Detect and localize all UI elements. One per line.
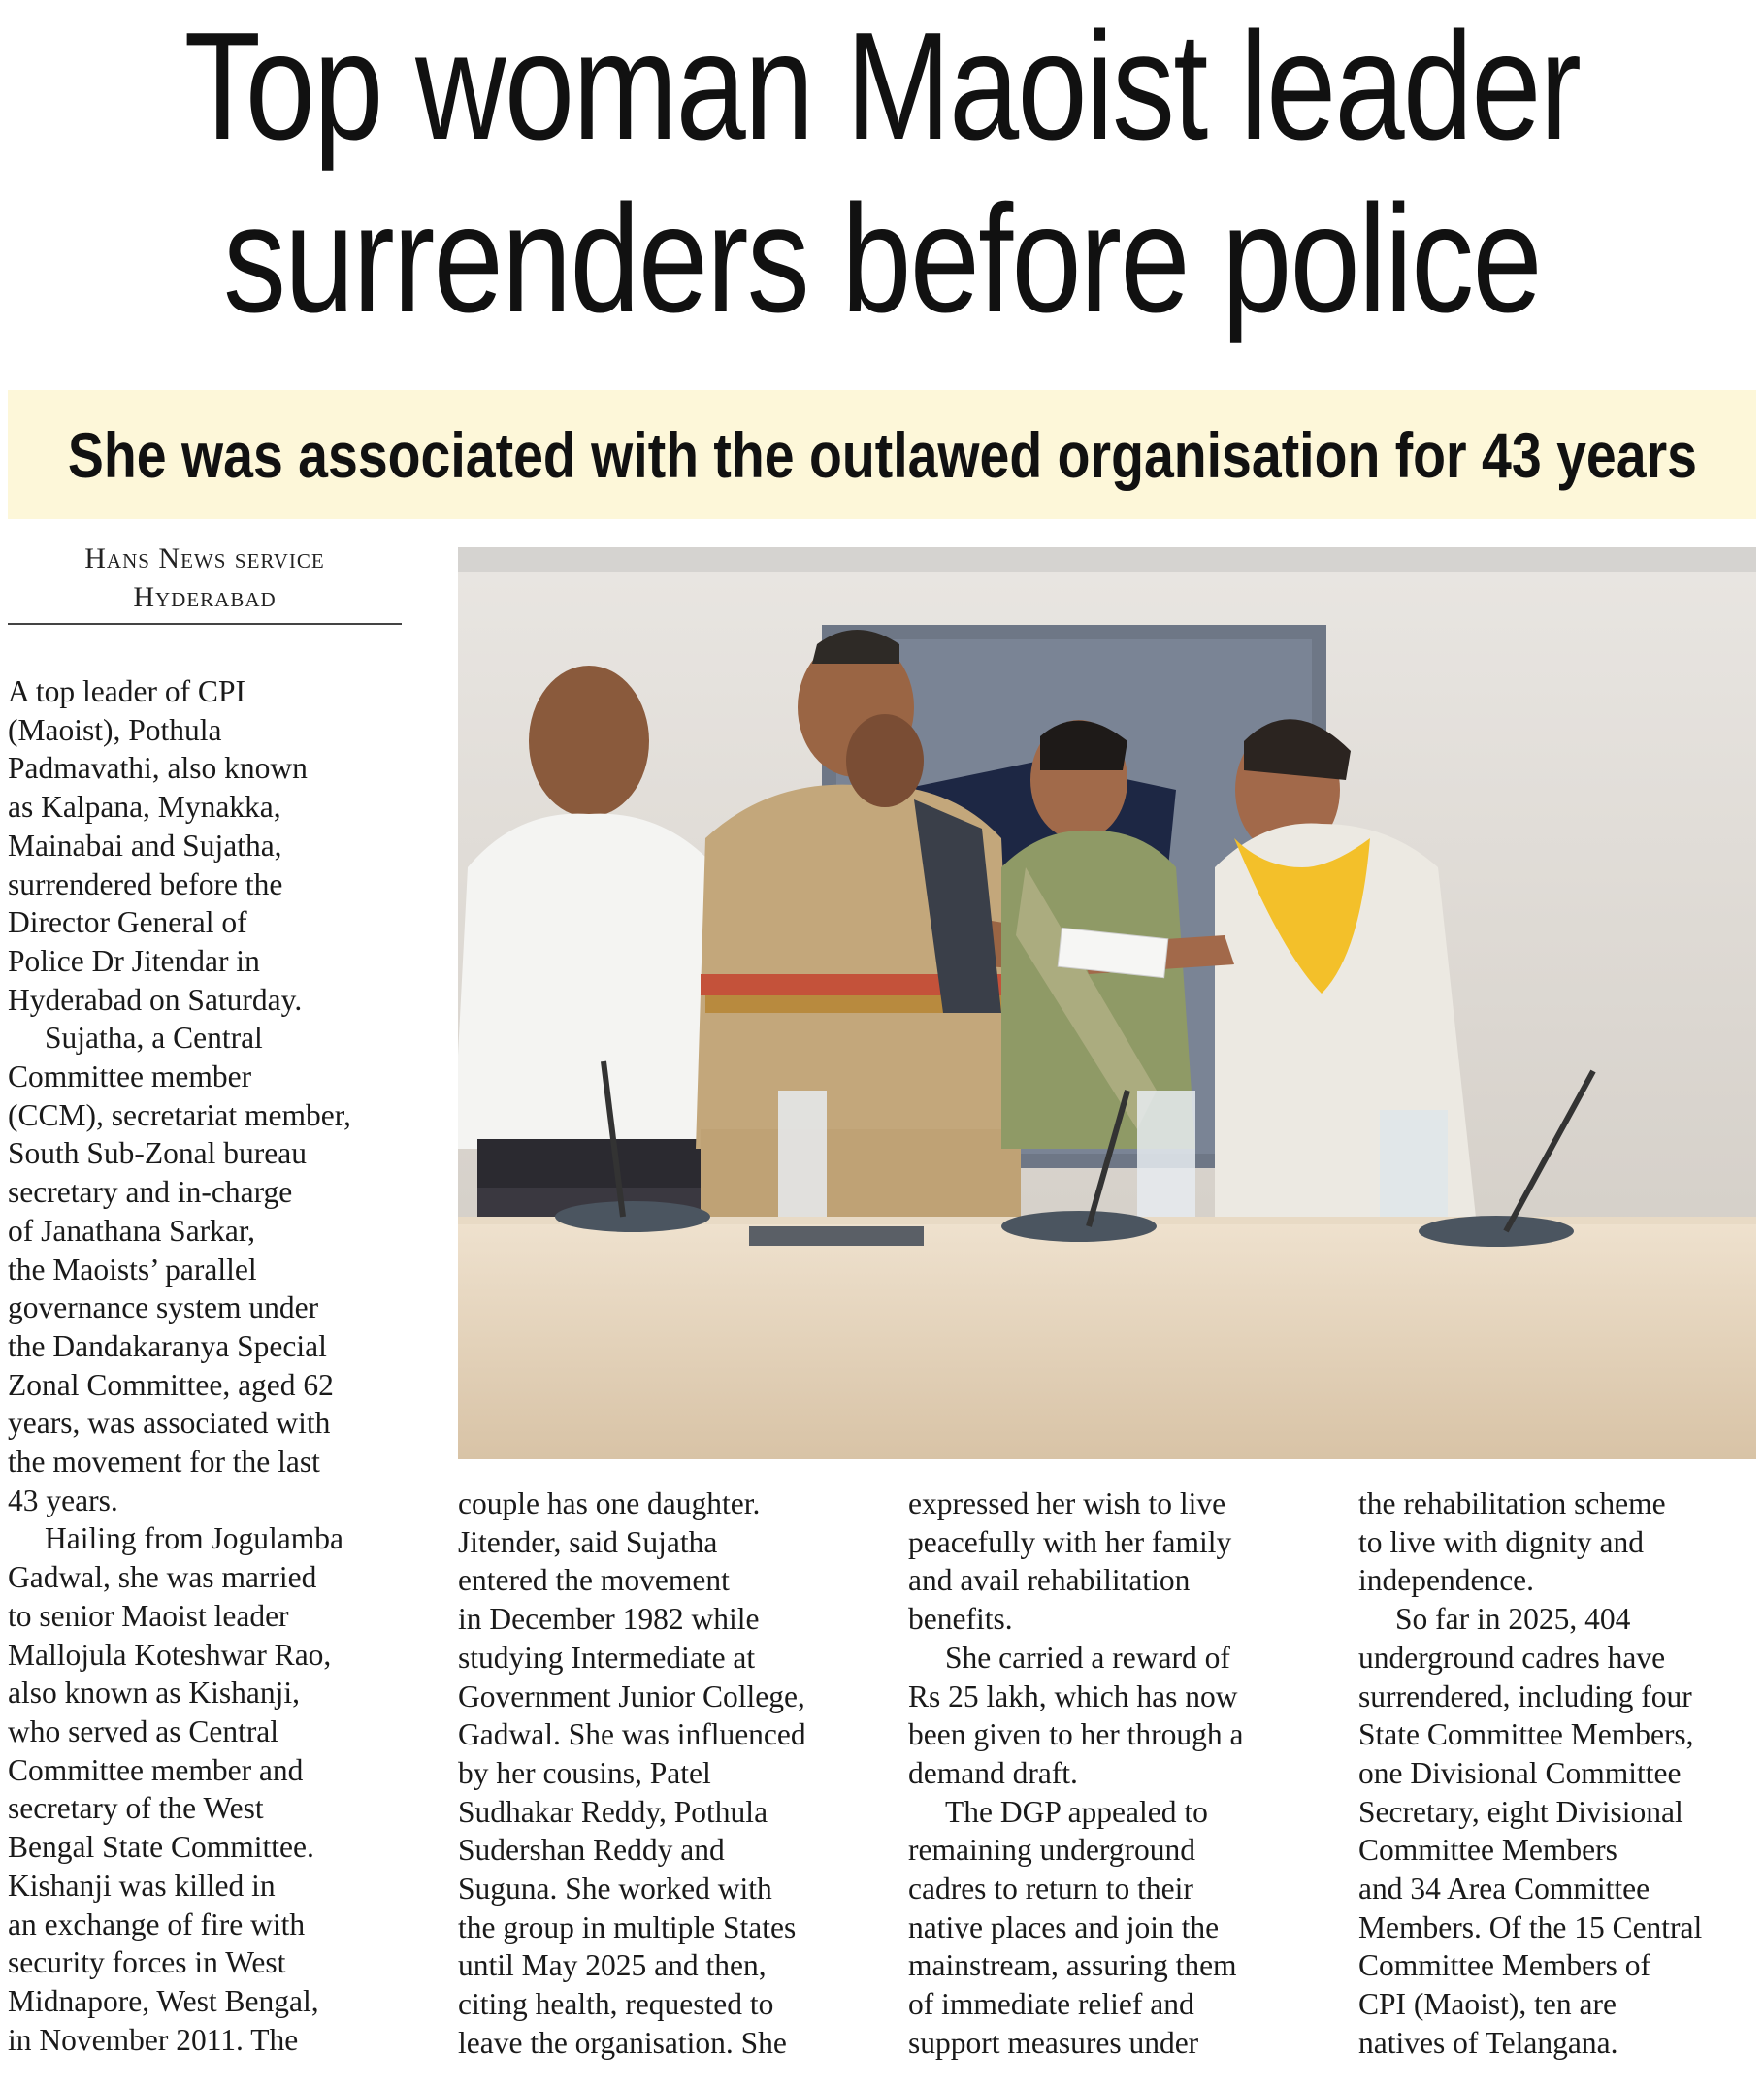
article-line: citing health, requested to (458, 1987, 774, 2022)
article-line: Secretary, eight Divisional (1358, 1794, 1683, 1829)
article-line: one Divisional Committee (1358, 1755, 1682, 1790)
headline (159, 0, 1606, 345)
article-column-2 (458, 1484, 875, 2063)
article-line: Suguna. She worked with (458, 1872, 772, 1907)
strapline: She was associated with the outlawed organisation for 43 years (67, 418, 1697, 491)
article-column-3 (908, 1484, 1325, 2063)
article-line: entered the movement (458, 1563, 730, 1598)
article-line: Bengal State Committee. (8, 1830, 314, 1865)
article-line: couple has one daughter. (458, 1486, 761, 1520)
article-line: Hailing from Jogulamba (45, 1521, 343, 1556)
article-line: in December 1982 while (458, 1602, 760, 1637)
article-line: years, was associated with (8, 1406, 331, 1441)
strapline-banner (8, 390, 1756, 519)
article-line: underground cadres have (1358, 1640, 1666, 1675)
article-line: mainstream, assuring them (908, 1948, 1237, 1983)
article-line: surrendered before the (8, 866, 283, 901)
article-line: peacefully with her family (908, 1524, 1232, 1559)
article-line: and avail rehabilitation (908, 1563, 1191, 1598)
article-line: of Janathana Sarkar, (8, 1213, 255, 1248)
article-line: Members. Of the 15 Central (1358, 1909, 1703, 1944)
article-line: South Sub-Zonal bureau (8, 1136, 307, 1171)
article-line: Mainabai and Sujatha, (8, 828, 282, 863)
headline-line-2: surrenders before police (223, 174, 1541, 344)
article-line: Rs 25 lakh, which has now (908, 1679, 1238, 1713)
article-line: She carried a reward of (945, 1640, 1230, 1675)
article-line: to senior Maoist leader (8, 1598, 289, 1633)
article-line: support measures under (908, 2025, 1199, 2060)
article-line: Kishanji was killed in (8, 1868, 276, 1903)
article-line: Hyderabad on Saturday. (8, 982, 303, 1017)
byline-agency: Hans News service (84, 542, 325, 574)
article-line: the rehabilitation scheme (1358, 1486, 1666, 1520)
byline (8, 539, 402, 617)
article-line: surrendered, including four (1358, 1679, 1692, 1713)
article-line: expressed her wish to live (908, 1486, 1226, 1520)
article-line: Committee Members (1358, 1833, 1617, 1868)
article-line: to live with dignity and (1358, 1524, 1644, 1559)
article-line: (Maoist), Pothula (8, 712, 222, 747)
headline-line-1: Top woman Maoist leader (183, 1, 1581, 172)
article-line: until May 2025 and then, (458, 1948, 767, 1983)
article-line: the movement for the last (8, 1445, 320, 1480)
article-line: by her cousins, Patel (458, 1755, 711, 1790)
article-line: demand draft. (908, 1755, 1078, 1790)
article-line: and 34 Area Committee (1358, 1872, 1650, 1907)
article-line: secretary and in-charge (8, 1175, 293, 1210)
article-line: The DGP appealed to (945, 1794, 1208, 1829)
article-line: Sudershan Reddy and (458, 1833, 725, 1868)
article-line: Director General of (8, 905, 247, 940)
article-line: the Dandakaranya Special (8, 1328, 327, 1363)
article-line: cadres to return to their (908, 1872, 1193, 1907)
byline-place: Hyderabad (133, 581, 277, 613)
article-line: the Maoists’ parallel (8, 1252, 257, 1287)
article-line: Gadwal, she was married (8, 1560, 317, 1595)
article-line: also known as Kishanji, (8, 1676, 300, 1711)
article-line: remaining underground (908, 1833, 1195, 1868)
article-line: Padmavathi, also known (8, 751, 308, 786)
article-line: who served as Central (8, 1713, 279, 1748)
article-line: State Committee Members, (1358, 1717, 1694, 1752)
article-line: Sujatha, a Central (45, 1021, 263, 1056)
article-line: studying Intermediate at (458, 1640, 756, 1675)
article-line: an exchange of fire with (8, 1907, 306, 1941)
article-line: Committee member and (8, 1752, 304, 1787)
article-line: benefits. (908, 1602, 1013, 1637)
article-line: natives of Telangana. (1358, 2025, 1618, 2060)
article-line: of immediate relief and (908, 1987, 1194, 2022)
article-line: secretary of the West (8, 1791, 264, 1826)
article-line: been given to her through a (908, 1717, 1244, 1752)
article-line: (CCM), secretariat member, (8, 1097, 351, 1132)
article-line: 43 years. (8, 1483, 118, 1517)
article-line: CPI (Maoist), ten are (1358, 1987, 1617, 2022)
article-line: as Kalpana, Mynakka, (8, 790, 281, 825)
article-line: leave the organisation. She (458, 2025, 787, 2060)
article-line: Sudhakar Reddy, Pothula (458, 1794, 768, 1829)
article-line: Police Dr Jitendar in (8, 943, 260, 978)
article-line: independence. (1358, 1563, 1535, 1598)
article-column-4 (1358, 1484, 1764, 2063)
article-line: security forces in West (8, 1945, 286, 1980)
article-line: native places and join the (908, 1909, 1220, 1944)
article-line: Midnapore, West Bengal, (8, 1983, 319, 2018)
article-line: governance system under (8, 1290, 319, 1325)
article-column-1 (8, 672, 415, 2059)
article-line: Zonal Committee, aged 62 (8, 1367, 334, 1402)
news-photo (458, 547, 1756, 1459)
article-line: So far in 2025, 404 (1395, 1602, 1631, 1637)
article-line: Committee Members of (1358, 1948, 1650, 1983)
article-line: Jitender, said Sujatha (458, 1524, 718, 1559)
article-line: Government Junior College, (458, 1679, 805, 1713)
article-line: the group in multiple States (458, 1909, 797, 1944)
article-line: in November 2011. The (8, 2022, 299, 2057)
article-line: Gadwal. She was influenced (458, 1717, 806, 1752)
article-line: Mallojula Koteshwar Rao, (8, 1637, 332, 1672)
article-line: A top leader of CPI (8, 674, 245, 708)
photo-illustration (458, 547, 1756, 1459)
byline-divider (8, 623, 402, 625)
article-line: Committee member (8, 1059, 252, 1094)
